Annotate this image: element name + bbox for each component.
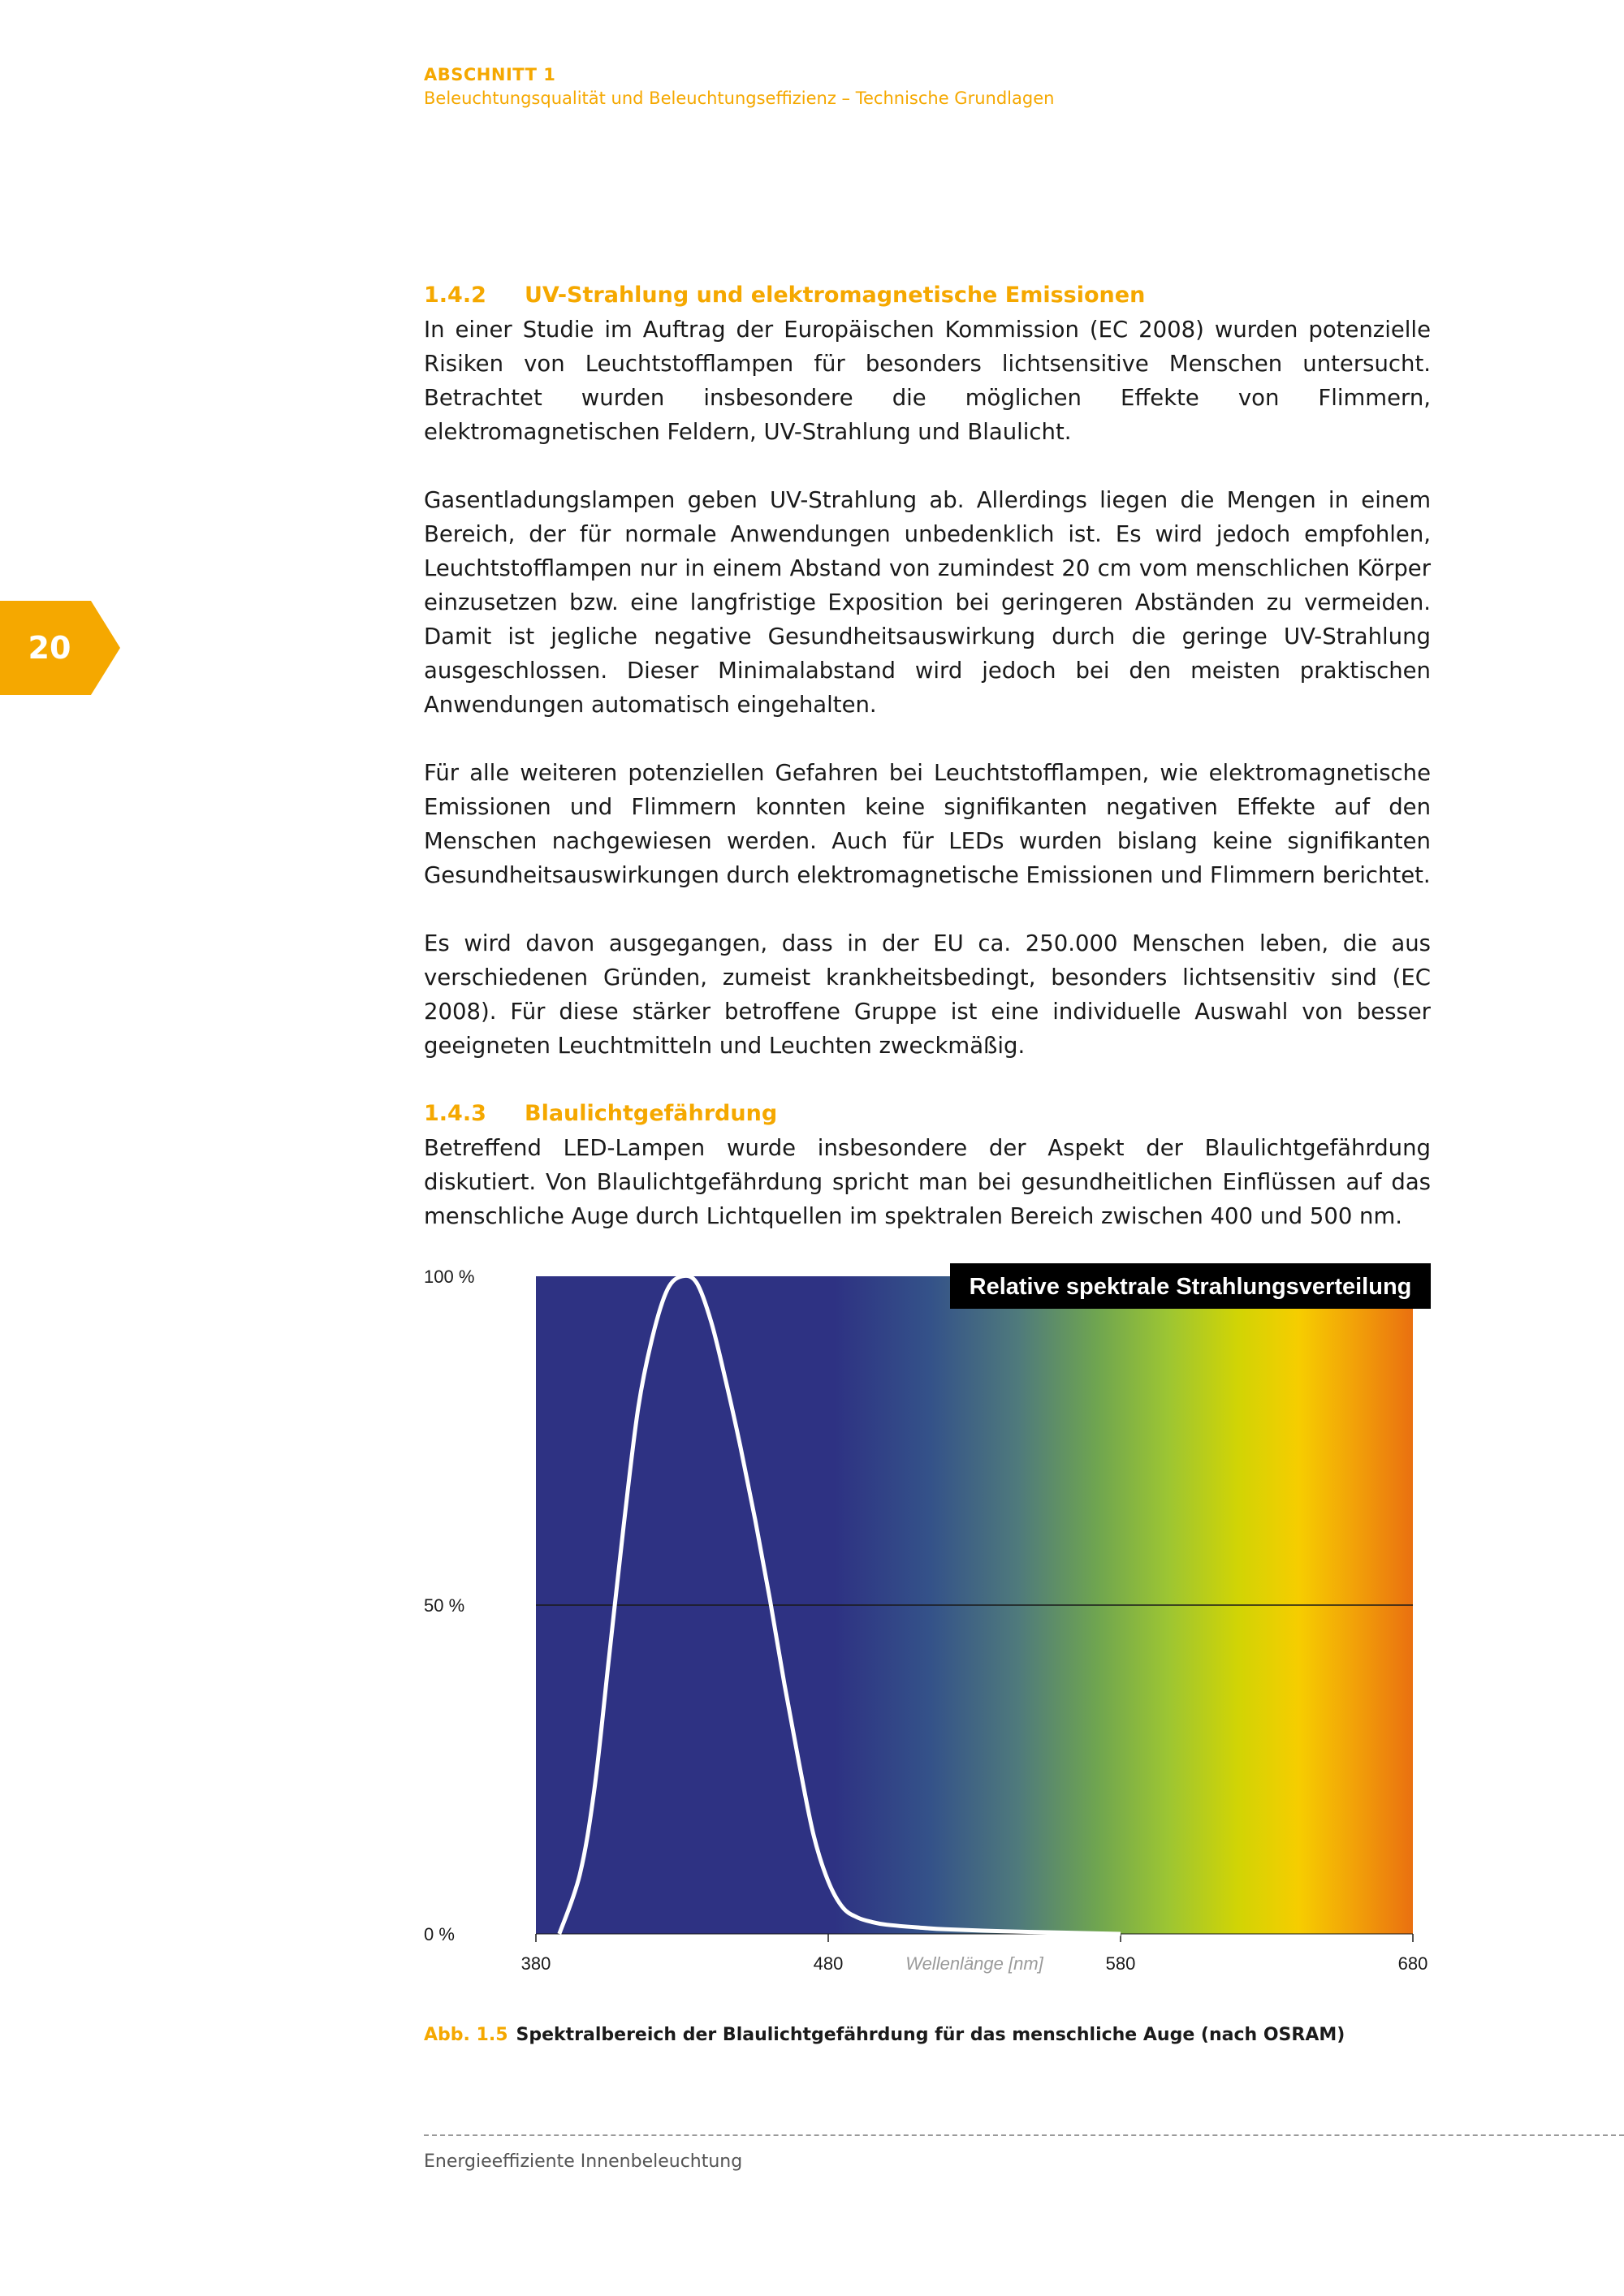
heading-title: UV-Strahlung und elektromagnetische Emissionen [525,283,1146,308]
heading-title: Blaulichtgefährdung [525,1101,778,1126]
paragraph: Gasentladungslampen geben UV-Strahlung ab. Allerdings liegen die Mengen in einem Bereich, der für normale Anwendungen unbedenklich ist. Es wird jedoch empfohlen, Leuchtstofflampen nur in einem Abstand von zumindest 20 cm vom menschlichen Körper einzusetzen bzw. eine langfristige Exposition bei geringeren Abständen zu vermeiden. Damit ist jegliche negative Gesundheitsauswirkung durch die geringe UV-Strahlung ausgeschlossen. Dieser Minimalabstand wird jedoch bei den meisten praktischen Anwendungen automatisch eingehalten. [424,487,1431,718]
heading-1-4-2 [424,278,1431,313]
paragraph: In einer Studie im Auftrag der Europäischen Kommission (EC 2008) wurden potenzielle Risiken von Leuchtstofflampen für besonders lichtsensitive Menschen untersucht. Betrachtet wurden insbesondere die möglichen Effekte von Flimmern, elektromagnetischen Feldern, UV-Strahlung und Blaulicht. [424,317,1431,445]
header-subtitle: Beleuchtungsqualität und Beleuchtungseffizienz – Technische Grundlagen [424,88,1055,108]
x-axis-label: Wellenlänge [nm] [905,1953,1043,1974]
chart-title: Relative spektrale Strahlungsverteilung [969,1274,1412,1300]
spectral-chart [414,1242,1445,2013]
running-header [424,63,1054,110]
main-content [424,278,1431,1267]
paragraph: Für alle weiteren potenziellen Gefahren bei Leuchtstofflampen, wie elektromagnetische Emissionen und Flimmern konnten keine signifikanten negativen Effekte auf den Menschen nachgewiesen werden. Auch für LEDs wurden bislang keine signifikanten Gesundheitsauswirkungen durch elektromagnetische Emissionen und Flimmern berichtet. [424,760,1431,888]
x-tick-label: 380 [520,1953,551,1974]
heading-1-4-3 [424,1097,1431,1131]
y-tick-label: 100 % [424,1267,475,1287]
figure-caption [424,2023,1345,2048]
heading-number: 1.4.2 [424,283,486,308]
x-tick-label: 680 [1397,1953,1428,1974]
footer-text: Energieeffiziente Innenbeleuchtung [424,2151,743,2172]
caption-label: Abb. 1.5 [424,2025,508,2045]
footer-divider [424,2134,1624,2136]
caption-text: Spektralbereich der Blaulichtgefährdung für das menschliche Auge (nach OSRAM) [516,2025,1345,2045]
chart-canvas [414,1242,1445,2013]
heading-number: 1.4.3 [424,1101,486,1126]
x-tick-label: 480 [813,1953,844,1974]
x-tick-label: 580 [1105,1953,1136,1974]
paragraph: Es wird davon ausgegangen, dass in der EU ca. 250.000 Menschen leben, die aus verschiedenen Gründen, zumeist krankheitsbedingt, besonders lichtsensitiv sind (EC 2008). Für diese stärker betroffene Gruppe ist eine individuelle Auswahl von besser geeigneten Leuchtmitteln und Leuchten zweckmäßig. [424,930,1431,1059]
header-section-label: ABSCHNITT 1 [424,65,556,84]
paragraph: Betreffend LED-Lampen wurde insbesondere der Aspekt der Blaulichtgefährdung diskutiert. Von Blaulichtgefährdung spricht man bei gesundheitlichen Einflüssen auf das menschliche Auge durch Lichtquellen im spektralen Bereich zwischen 400 und 500 nm. [424,1135,1431,1229]
page-number-tab [0,601,120,695]
y-tick-label: 0 % [424,1924,455,1944]
page-number: 20 [28,630,71,666]
y-tick-label: 50 % [424,1595,465,1616]
